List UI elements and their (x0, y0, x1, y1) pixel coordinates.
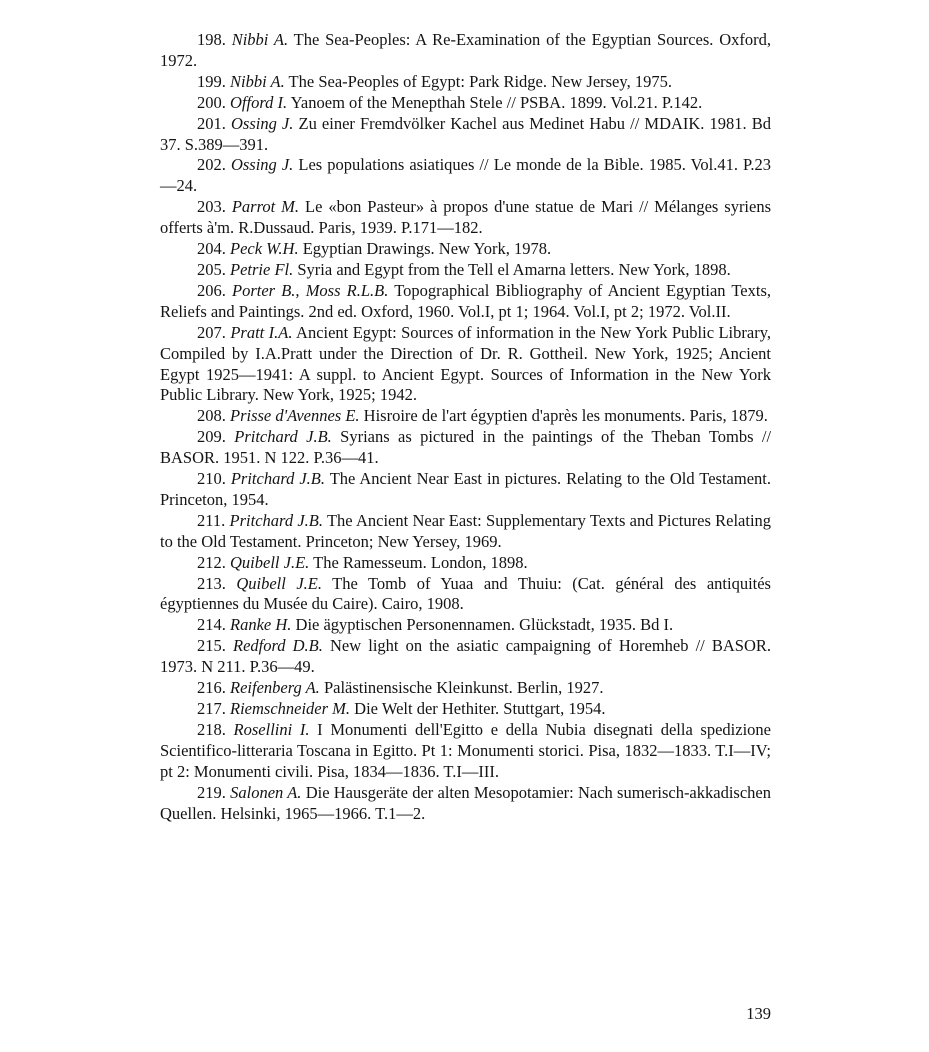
bibliography-entry (160, 197, 771, 239)
entry-author: Ossing J. (230, 113, 294, 133)
entry-author: Prisse d'Avennes E. (230, 406, 360, 426)
entry-number: 203. (197, 197, 226, 217)
entry-author: Salonen A. (230, 782, 302, 802)
entry-number: 201. (197, 113, 226, 133)
entry-text: The Sea-Peoples of Egypt: Park Ridge. New Jersey, 1975. (288, 71, 672, 91)
bibliography-entry (160, 30, 771, 72)
bibliography-entry (160, 511, 771, 553)
entry-number: 207. (197, 322, 226, 342)
entry-text: Yanoem of the Menepthah Stele // PSBA. 1899. Vol.21. P.142. (290, 92, 703, 112)
bibliography-list (160, 30, 771, 824)
entry-author: Offord I. (230, 92, 288, 112)
entry-text: Syria and Egypt from the Tell el Amarna letters. New York, 1898. (297, 259, 731, 279)
bibliography-entry (160, 427, 771, 469)
entry-author: Rosellini I. (233, 719, 310, 739)
bibliography-entry (160, 678, 771, 699)
entry-number: 217. (197, 699, 226, 718)
entry-text: Egyptian Drawings. New York, 1978. (302, 239, 552, 259)
entry-text: Syrians as pictured in the paintings of the Theban Tombs // BASOR. 1951. N 122. P.36—41. (160, 427, 772, 468)
entry-author: Quibell J.E. (230, 552, 310, 572)
entry-text: The Ancient Near East: Supplementary Texts and Pictures Relating to the Old Testament. Princeton; New Yersey, 1969. (160, 510, 772, 551)
entry-text: Palästinensische Kleinkunst. Berlin, 1927. (323, 678, 604, 698)
entry-number: 208. (197, 406, 226, 426)
entry-text: Ancient Egypt: Sources of information in the New York Public Library, Compiled by I.A.Pratt under the Direction of Dr. R. Gottheil. New York, 1925; Ancient Egypt 1925—1941: A suppl. to Ancient Egypt. Sources of Information in the New York Public Library. New York, 1925; 1942. (160, 322, 771, 405)
entry-author: Ranke H. (230, 615, 292, 635)
bibliography-entry (160, 260, 771, 281)
bibliography-entry (160, 114, 771, 156)
entry-text: Le «bon Pasteur» à propos d'une statue de Mari // Mélanges syriens offerts à'm. R.Dussaud. Paris, 1939. P.171—182. (160, 197, 772, 238)
entry-text: I Monumenti dell'Egitto e della Nubia disegnati della spedizione Scientifico-litteraria Toscana in Egitto. Pt 1: Monumenti storici. Pisa, 1832—1833. T.I—IV; pt 2: Monumenti civili. Pisa, 1834—1836. T.I—III. (160, 719, 771, 781)
bibliography-entry (160, 636, 771, 678)
bibliography-entry (160, 155, 771, 197)
entry-number: 218. (197, 719, 226, 739)
entry-text: Topographical Bibliography of Ancient Egyptian Texts, Reliefs and Paintings. 2nd ed. Oxford, 1960. Vol.I, pt 1; 1964. Vol.I, pt 2; 1972. Vol.II. (160, 280, 771, 321)
entry-number: 210. (197, 469, 226, 489)
entry-number: 204. (197, 239, 226, 259)
entry-number: 214. (197, 615, 226, 635)
bibliography-entry (160, 406, 771, 427)
entry-author: Redford D.B. (232, 636, 323, 656)
entry-number: 200. (197, 92, 226, 112)
entry-number: 202. (197, 155, 226, 175)
entry-author: Porter B., Moss R.L.B. (232, 280, 389, 300)
bibliography-entry (160, 93, 771, 114)
entry-number: 209. (197, 427, 226, 447)
entry-text: The Sea-Peoples: A Re-Examination of the Egyptian Sources. Oxford, 1972. (160, 30, 772, 70)
bibliography-entry (160, 281, 771, 323)
entry-number: 211. (197, 510, 226, 530)
bibliography-entry (160, 239, 771, 260)
entry-number: 213. (197, 573, 226, 593)
entry-author: Pritchard J.B. (229, 510, 323, 530)
entry-text: New light on the asiatic campaigning of Horemheb // BASOR. 1973. N 211. P.36—49. (160, 636, 772, 677)
bibliography-entry (160, 699, 771, 720)
entry-number: 215. (197, 636, 226, 656)
bibliography-entry (160, 553, 771, 574)
entry-author: Nibbi A. (230, 71, 285, 91)
entry-author: Peck W.H. (230, 239, 299, 259)
bibliography-entry (160, 72, 771, 93)
entry-number: 219. (197, 782, 226, 802)
entry-text: The Tomb of Yuaa and Thuiu: (Cat. général des antiquités égyptiennes du Musée du Caire). Cairo, 1908. (160, 573, 771, 614)
entry-author: Pritchard J.B. (234, 427, 332, 447)
entry-author: Pratt I.A. (230, 322, 293, 342)
entry-text: The Ancient Near East in pictures. Relating to the Old Testament. Princeton, 1954. (160, 469, 772, 509)
entry-author: Petrie Fl. (230, 259, 294, 279)
entry-number: 205. (197, 259, 226, 279)
entry-text: Die Welt der Hethiter. Stuttgart, 1954. (354, 699, 606, 718)
bibliography-entry (160, 615, 771, 636)
entry-author: Pritchard J.B. (230, 469, 326, 489)
entry-text: Die Hausgeräte der alten Mesopotamier: Nach sumerisch-akkadischen Quellen. Helsinki, 1965—1966. T.1—2. (160, 782, 771, 823)
entry-author: Quibell J.E. (236, 573, 322, 593)
entry-number: 216. (197, 678, 226, 698)
bibliography-entry (160, 323, 771, 407)
entry-author: Riemschneider M. (230, 699, 351, 718)
page-number: 139 (746, 1004, 771, 1023)
entry-text: The Ramesseum. London, 1898. (313, 552, 528, 572)
bibliography-entry (160, 720, 771, 783)
entry-author: Ossing J. (230, 155, 294, 175)
entry-number: 206. (197, 280, 226, 300)
entry-text: Hisroire de l'art égyptien d'après les monuments. Paris, 1879. (363, 406, 768, 426)
entry-author: Nibbi A. (231, 30, 289, 49)
bibliography-entry (160, 574, 771, 616)
entry-number: 199. (197, 71, 226, 91)
bibliography-entry (160, 469, 771, 511)
entry-number: 212. (197, 552, 226, 572)
bibliography-entry (160, 783, 771, 825)
entry-author: Reifenberg A. (230, 678, 320, 698)
entry-number: 198. (197, 30, 226, 49)
entry-text: Die ägyptischen Personennamen. Glückstadt, 1935. Bd I. (295, 615, 674, 635)
entry-text: Les populations asiatiques // Le monde de la Bible. 1985. Vol.41. P.23—24. (160, 155, 772, 196)
entry-text: Zu einer Fremdvölker Kachel aus Medinet Habu // MDAIK. 1981. Bd 37. S.389—391. (160, 113, 772, 154)
entry-author: Parrot M. (231, 197, 300, 217)
